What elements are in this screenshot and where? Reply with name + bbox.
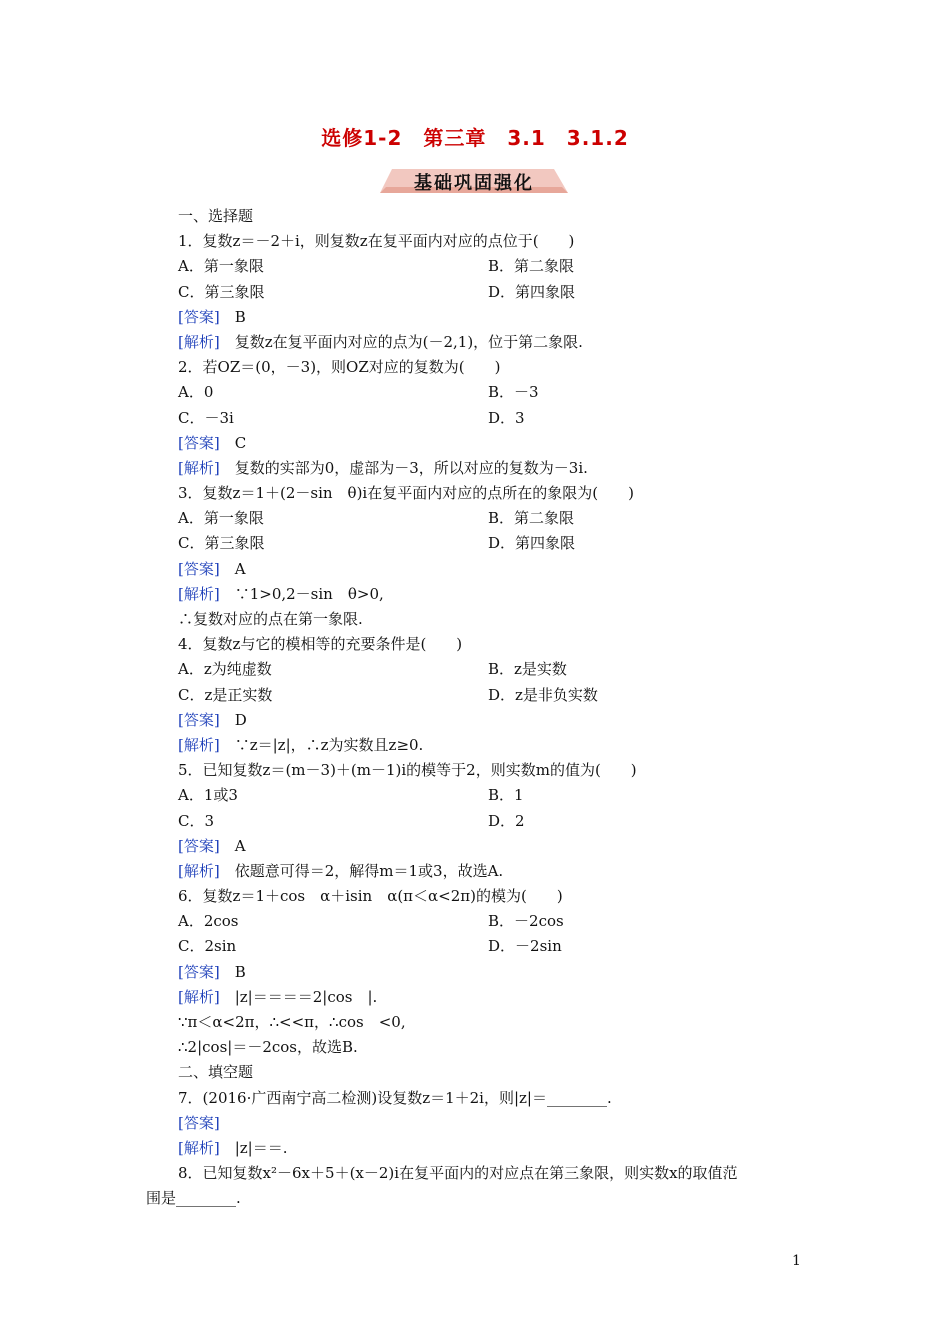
option-row [0,934,950,959]
line-text: 依题意可得＝2，解得m＝1或3，故选A. [219,861,504,880]
option-right: D．z是非负实数 [488,685,598,704]
text-line [0,1010,950,1035]
text-line [0,481,950,506]
line-text: 6．复数z＝1＋cos α＋isin α(π＜α<2π)的模为( ) [178,887,563,906]
line-text: ∵1>0,2－sin θ>0, [219,584,384,603]
document-body [0,204,950,1212]
option-row [0,783,950,808]
analysis-tag: [解析] [178,1138,220,1157]
analysis-tag: [解析] [178,987,220,1006]
analysis-line [0,985,950,1010]
line-text: D [219,710,247,729]
analysis-line [0,859,950,884]
analysis-tag: [解析] [178,584,220,603]
answer-tag: [答案] [178,433,220,452]
line-text: 8．已知复数x²－6x＋5＋(x－2)i在复平面内的对应点在第三象限，则实数x的取值范 [178,1164,738,1183]
option-right: D．第四象限 [488,534,576,553]
option-left: A．第一象限 [178,257,264,276]
option-right: B．第二象限 [488,509,575,528]
analysis-tag: [解析] [178,458,220,477]
option-left: C．2sin [178,937,237,956]
line-text: |z|＝＝＝＝2|cos |. [219,987,378,1006]
option-right: B．－3 [488,383,539,402]
line-text: A [219,836,246,855]
option-right: B．z是实数 [488,660,567,679]
line-text: 4．复数z与它的模相等的充要条件是( ) [178,635,463,654]
option-right: D．2 [488,811,525,830]
answer-tag: [答案] [178,1113,220,1132]
text-line [0,607,950,632]
option-row [0,254,950,279]
option-left: A．z为纯虚数 [178,660,272,679]
analysis-tag: [解析] [178,735,220,754]
text-line [0,632,950,657]
line-text: 2．若OZ＝(0，－3)，则OZ对应的复数为( ) [178,358,501,377]
option-right: D．3 [488,408,525,427]
text-line [0,1035,950,1060]
line-text: 复数z在复平面内对应的点为(－2,1)，位于第二象限. [219,332,583,351]
line-text: 复数的实部为0，虚部为－3，所以对应的复数为－3i. [219,458,588,477]
text-line [0,758,950,783]
answer-line [0,305,950,330]
banner-label: 基础巩固强化 [414,173,534,194]
analysis-line [0,1136,950,1161]
option-right: D．第四象限 [488,282,576,301]
line-text: 二、填空题 [178,1063,254,1082]
answer-tag: [答案] [178,962,220,981]
answer-line [0,834,950,859]
option-left: C．第三象限 [178,282,265,301]
text-line [0,229,950,254]
option-right: B．1 [488,786,524,805]
option-row [0,809,950,834]
line-text: 围是________. [146,1189,241,1208]
option-right: B．－2cos [488,912,564,931]
text-line [0,204,950,229]
analysis-line [0,733,950,758]
option-right: D．－2sin [488,937,562,956]
analysis-line [0,582,950,607]
line-text: 一、选择题 [178,207,254,225]
option-left: A．第一象限 [178,509,264,528]
option-row [0,506,950,531]
analysis-line [0,330,950,355]
line-text: 5．已知复数z＝(m－3)＋(m－1)i的模等于2，则实数m的值为( ) [178,761,637,780]
line-text: ∵z＝|z|，∴z为实数且z≥0. [219,735,424,754]
option-row [0,657,950,682]
answer-line [0,960,950,985]
line-text: ∴复数对应的点在第一象限. [178,610,363,628]
option-left: A．1或3 [178,786,238,805]
line-text: 1．复数z＝－2＋i，则复数z在复平面内对应的点位于( ) [178,232,575,251]
line-text: B [219,962,246,981]
option-left: A．0 [178,383,214,402]
line-text: 3．复数z＝1＋(2－sin θ)i在复平面内对应的点所在的象限为( ) [178,484,634,503]
answer-tag: [答案] [178,710,220,729]
answer-line [0,1111,950,1136]
option-left: C．第三象限 [178,534,265,553]
option-row [0,683,950,708]
option-left: C．z是正实数 [178,685,273,704]
text-line [0,355,950,380]
option-row [0,406,950,431]
option-left: A．2cos [178,912,239,931]
text-line [0,884,950,909]
option-left: C．－3i [178,408,234,427]
text-line [0,1060,950,1085]
analysis-tag: [解析] [178,332,220,351]
answer-tag: [答案] [178,836,220,855]
text-line [0,1186,950,1211]
line-text: ∴2|cos|＝－2cos，故选B. [178,1038,358,1057]
option-row [0,380,950,405]
line-text: 7．(2016·广西南宁高二检测)设复数z＝1＋2i，则|z|＝________. [178,1088,612,1107]
line-text: B [219,307,246,326]
page-number: 1 [792,1253,801,1269]
answer-tag: [答案] [178,307,220,326]
analysis-tag: [解析] [178,861,220,880]
option-left: C．3 [178,811,215,830]
line-text: |z|＝＝. [219,1138,288,1157]
option-row [0,280,950,305]
text-line [0,1086,950,1111]
answer-line [0,431,950,456]
page-title: 选修1-2 第三章 3.1 3.1.2 [321,126,629,150]
answer-tag: [答案] [178,559,220,578]
answer-line [0,708,950,733]
answer-line [0,557,950,582]
text-line [0,1161,950,1186]
line-text: C [219,433,247,452]
line-text: A [219,559,246,578]
analysis-line [0,456,950,481]
line-text: ∵π＜α<2π，∴<<π，∴cos <0, [178,1013,406,1031]
option-row [0,909,950,934]
section-banner [378,165,570,197]
option-right: B．第二象限 [488,257,575,276]
option-row [0,531,950,556]
